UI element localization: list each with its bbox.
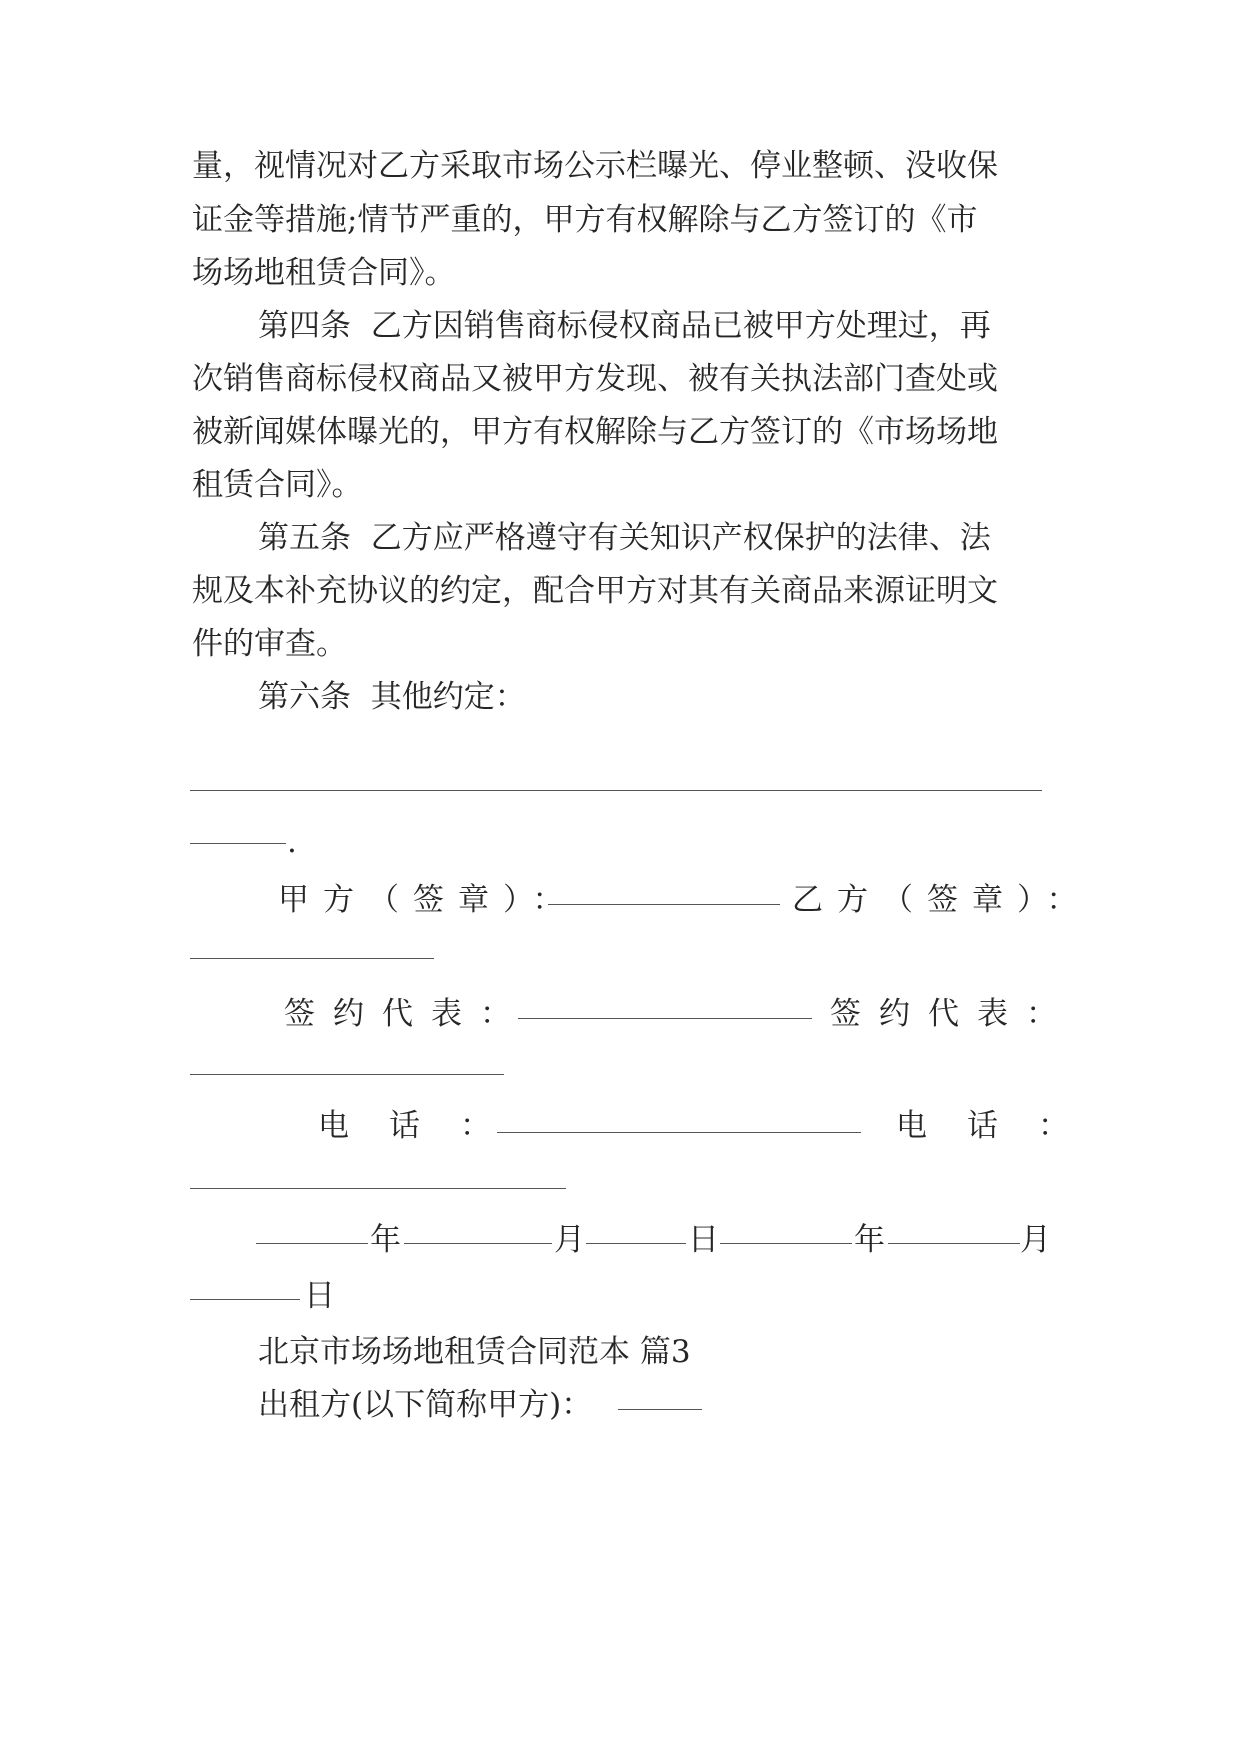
article-5-line-1: 第五条 乙方应严格遵守有关知识产权保护的法律、法 bbox=[258, 520, 991, 556]
date-a-year-blank bbox=[256, 1243, 368, 1244]
rep-a-blank bbox=[518, 1018, 812, 1019]
article-4-line-1: 第四条 乙方因销售商标侵权商品已被甲方处理过，再 bbox=[258, 308, 991, 344]
date-a-day-blank bbox=[586, 1243, 686, 1244]
rep-a-label: 签约代表： bbox=[284, 996, 529, 1032]
article-5-line-3: 件的审查。 bbox=[192, 626, 347, 662]
date-b-day-blank bbox=[190, 1299, 300, 1300]
date-a-year-label: 年 bbox=[370, 1222, 401, 1258]
party-a-signature-label: 甲方（签章）： bbox=[278, 882, 578, 918]
rep-b-blank bbox=[190, 1074, 504, 1075]
date-a-month-blank bbox=[404, 1243, 552, 1244]
phone-a-blank bbox=[497, 1132, 861, 1133]
other-terms-blank-line-2 bbox=[190, 843, 286, 844]
article-4-line-2: 次销售商标侵权商品又被甲方发现、被有关执法部门查处或 bbox=[192, 361, 998, 397]
lessor-label: 出租方(以下简称甲方)： bbox=[258, 1387, 593, 1423]
date-b-day-label: 日 bbox=[304, 1278, 335, 1314]
section-title: 北京市场场地租赁合同范本 篇3 bbox=[258, 1334, 691, 1370]
other-terms-blank-line-1 bbox=[190, 790, 1042, 791]
rep-b-label: 签约代表： bbox=[830, 996, 1075, 1032]
article-5-line-2: 规及本补充协议的约定，配合甲方对其有关商品来源证明文 bbox=[192, 573, 998, 609]
article-4-line-3: 被新闻媒体曝光的，甲方有权解除与乙方签订的《市场场地 bbox=[192, 414, 998, 450]
other-terms-end-period: . bbox=[287, 824, 297, 860]
date-a-month-label: 月 bbox=[554, 1222, 585, 1258]
article-6-heading: 第六条 其他约定： bbox=[258, 679, 526, 715]
date-b-month-label: 月 bbox=[1020, 1222, 1051, 1258]
phone-a-label: 电话： bbox=[318, 1108, 531, 1144]
article-3-line-3: 场场地租赁合同》。 bbox=[192, 255, 456, 291]
date-b-month-blank bbox=[888, 1243, 1020, 1244]
article-3-line-2: 证金等措施;情节严重的，甲方有权解除与乙方签订的《市 bbox=[192, 202, 978, 238]
party-a-signature-blank bbox=[548, 904, 780, 905]
date-a-day-label: 日 bbox=[688, 1222, 719, 1258]
phone-b-label: 电话： bbox=[896, 1108, 1109, 1144]
date-b-year-blank bbox=[720, 1243, 852, 1244]
article-4-line-4: 租赁合同》。 bbox=[192, 467, 363, 503]
date-b-year-label: 年 bbox=[854, 1222, 885, 1258]
lessor-blank bbox=[618, 1409, 702, 1410]
party-b-signature-blank bbox=[190, 958, 434, 959]
phone-b-blank bbox=[190, 1188, 566, 1189]
party-b-signature-label: 乙方（签章）： bbox=[792, 882, 1092, 918]
article-3-line-1: 量，视情况对乙方采取市场公示栏曝光、停业整顿、没收保 bbox=[192, 148, 998, 184]
